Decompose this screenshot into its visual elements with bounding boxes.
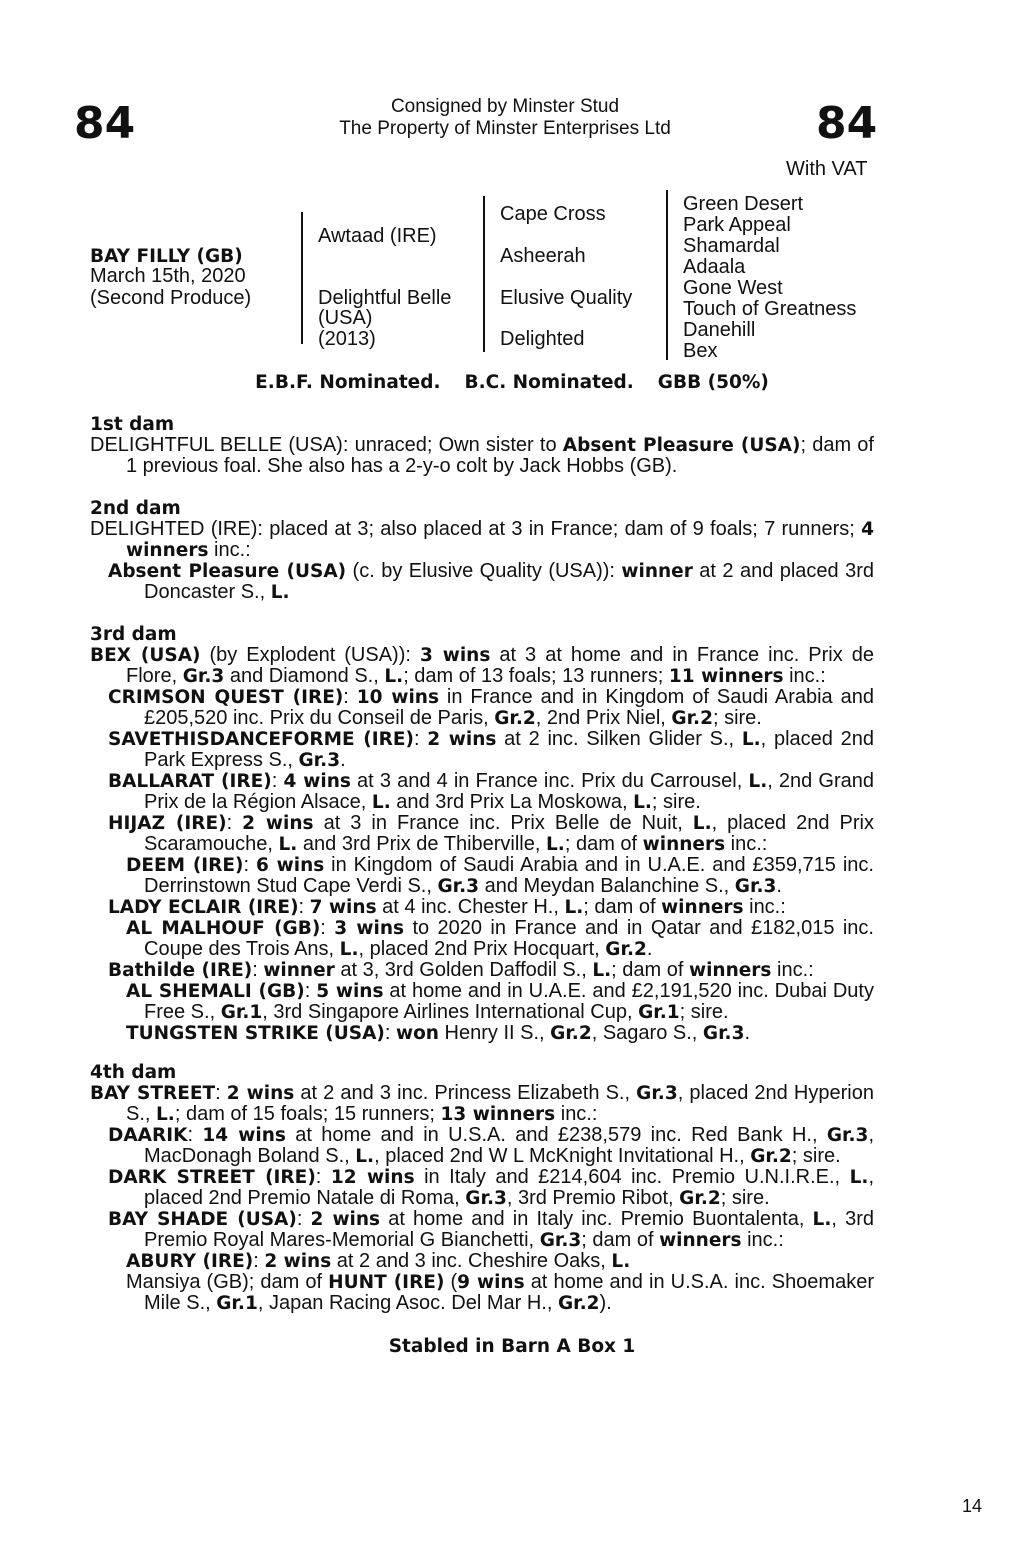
second-dam-offspring-1: Absent Pleasure (USA) (c. by Elusive Quality (USA)): winner at 2 and placed 3rd Doncaster S., L. <box>108 560 875 603</box>
pedigree-gen3-6: Touch of Greatness <box>683 298 857 320</box>
pedigree-gen2-1: Cape Cross <box>500 203 606 225</box>
horse-name: BAY FILLY (GB) <box>90 246 243 267</box>
pedigree-gen2-4: Delighted <box>500 328 585 350</box>
horse-produce: (Second Produce) <box>90 287 252 309</box>
pedigree-gen2-2: Asheerah <box>500 245 586 267</box>
vat-label: With VAT <box>786 158 868 180</box>
pedigree-gen2-3: Elusive Quality <box>500 287 633 309</box>
pedigree-gen3-2: Park Appeal <box>683 214 791 236</box>
third-dam-heading: 3rd dam <box>90 624 177 645</box>
page-number: 14 <box>962 1496 983 1516</box>
pedigree-dam-name: Delightful Belle <box>318 287 452 309</box>
horse-dob: March 15th, 2020 <box>90 265 246 287</box>
fourth-dam-heading: 4th dam <box>90 1062 177 1083</box>
pedigree-bracket-1 <box>301 212 303 344</box>
offspring-hijaz: HIJAZ (IRE): 2 wins at 3 in France inc. Prix Belle de Nuit, L., placed 2nd Prix Scaramouche, L. and 3rd Prix de Thiberville, L.; dam of winners inc.: <box>108 812 874 855</box>
pedigree-gen3-8: Bex <box>683 340 718 362</box>
pedigree-dam-year: (2013) <box>318 328 376 350</box>
pedigree-bracket-3 <box>666 190 668 360</box>
lot-number-left: 84 <box>74 98 136 149</box>
lot-number-right: 84 <box>816 98 878 149</box>
bc-nomination: B.C. Nominated. <box>464 372 634 393</box>
third-dam-text: BEX (USA) (by Explodent (USA)): 3 wins at 3 at home and in France inc. Prix de Flore, Gr.3 and Diamond S., L.; dam of 13 foals; 13 runners; 11 winners inc.: <box>90 644 874 687</box>
first-dam-text: DELIGHTFUL BELLE (USA): unraced; Own sister to Absent Pleasure (USA); dam of 1 previous foal. She also has a 2-y-o colt by Jack Hobbs (GB). <box>90 434 874 477</box>
offspring-savethisdanceforme: SAVETHISDANCEFORME (IRE): 2 wins at 2 inc. Silken Glider S., L., placed 2nd Park Express S., Gr.3. <box>108 728 875 771</box>
pedigree-sire: Awtaad (IRE) <box>318 225 437 247</box>
offspring-deem: DEEM (IRE): 6 wins in Kingdom of Saudi Arabia and in U.A.E. and £359,715 inc. Derrinstown Stud Cape Verdi S., Gr.3 and Meydan Balanchine S., Gr.3. <box>126 854 874 897</box>
fourth-dam-section <box>90 1062 874 1314</box>
offspring-abury: ABURY (IRE): 2 wins at 2 and 3 inc. Cheshire Oaks, L. <box>126 1250 631 1272</box>
offspring-bathilde: Bathilde (IRE): winner at 3, 3rd Golden Daffodil S., L.; dam of winners inc.: <box>108 959 814 981</box>
offspring-mansiya: Mansiya (GB); dam of HUNT (IRE) (9 wins at home and in U.S.A. inc. Shoemaker Mile S., Gr.1, Japan Racing Asoc. Del Mar H., Gr.2). <box>126 1271 874 1314</box>
offspring-al-malhouf: AL MALHOUF (GB): 3 wins to 2020 in France and in Qatar and £182,015 inc. Coupe des Trois Ans, L., placed 2nd Prix Hocquart, Gr.2. <box>126 917 874 960</box>
pedigree-gen3-7: Danehill <box>683 319 756 341</box>
offspring-crimson-quest: CRIMSON QUEST (IRE): 10 wins in France and in Kingdom of Saudi Arabia and £205,520 inc. Prix du Conseil de Paris, Gr.2, 2nd Prix Niel, Gr.2; sire. <box>108 686 874 729</box>
consignor-block <box>260 96 750 140</box>
third-dam-section <box>90 624 874 1044</box>
offspring-bay-shade: BAY SHADE (USA): 2 wins at home and in Italy inc. Premio Buontalenta, L., 3rd Premio Royal Mares-Memorial G Bianchetti, Gr.3; dam of winners inc.: <box>108 1208 874 1251</box>
second-dam-section <box>90 498 874 603</box>
stabling-info: Stabled in Barn A Box 1 <box>388 1336 636 1357</box>
nominations <box>0 372 1024 393</box>
pedigree-gen3-4: Adaala <box>683 256 746 278</box>
pedigree-dam-country: (USA) <box>318 307 373 329</box>
offspring-lady-eclair: LADY ECLAIR (IRE): 7 wins at 4 inc. Chester H., L.; dam of winners inc.: <box>108 896 786 918</box>
fourth-dam-text: BAY STREET: 2 wins at 2 and 3 inc. Princess Elizabeth S., Gr.3, placed 2nd Hyperion S., L.; dam of 15 foals; 15 runners; 13 winners inc.: <box>90 1082 874 1125</box>
offspring-daarik: DAARIK: 14 wins at home and in U.S.A. and £238,579 inc. Red Bank H., Gr.3, MacDonagh Boland S., L., placed 2nd W L McKnight Invitational H., Gr.2; sire. <box>108 1124 874 1167</box>
gbb-nomination: GBB (50%) <box>657 372 769 393</box>
first-dam-heading: 1st dam <box>90 414 175 435</box>
ebf-nomination: E.B.F. Nominated. <box>255 372 441 393</box>
consignor-line: Consigned by Minster Stud <box>390 96 620 117</box>
first-dam-section <box>90 414 874 477</box>
pedigree-gen3-3: Shamardal <box>683 235 780 257</box>
offspring-dark-street: DARK STREET (IRE): 12 wins in Italy and £214,604 inc. Premio U.N.I.R.E., L., placed 2nd Premio Natale di Roma, Gr.3, 3rd Premio Ribot, Gr.2; sire. <box>108 1166 874 1209</box>
property-line: The Property of Minster Enterprises Ltd <box>339 118 671 139</box>
pedigree-gen3-1: Green Desert <box>683 193 804 215</box>
offspring-ballarat: BALLARAT (IRE): 4 wins at 3 and 4 in France inc. Prix du Carrousel, L., 2nd Grand Prix de la Région Alsace, L. and 3rd Prix La Moskowa, L.; sire. <box>108 770 874 813</box>
offspring-al-shemali: AL SHEMALI (GB): 5 wins at home and in U.A.E. and £2,191,520 inc. Dubai Duty Free S., Gr.1, 3rd Singapore Airlines International Cup, Gr.1; sire. <box>126 980 874 1023</box>
second-dam-text: DELIGHTED (IRE): placed at 3; also placed at 3 in France; dam of 9 foals; 7 runners; 4 winners inc.: <box>90 518 874 561</box>
pedigree-bracket-2 <box>483 196 485 352</box>
offspring-tungsten-strike: TUNGSTEN STRIKE (USA): won Henry II S., Gr.2, Sagaro S., Gr.3. <box>126 1022 751 1044</box>
pedigree-gen3-5: Gone West <box>683 277 783 299</box>
second-dam-heading: 2nd dam <box>90 498 181 519</box>
